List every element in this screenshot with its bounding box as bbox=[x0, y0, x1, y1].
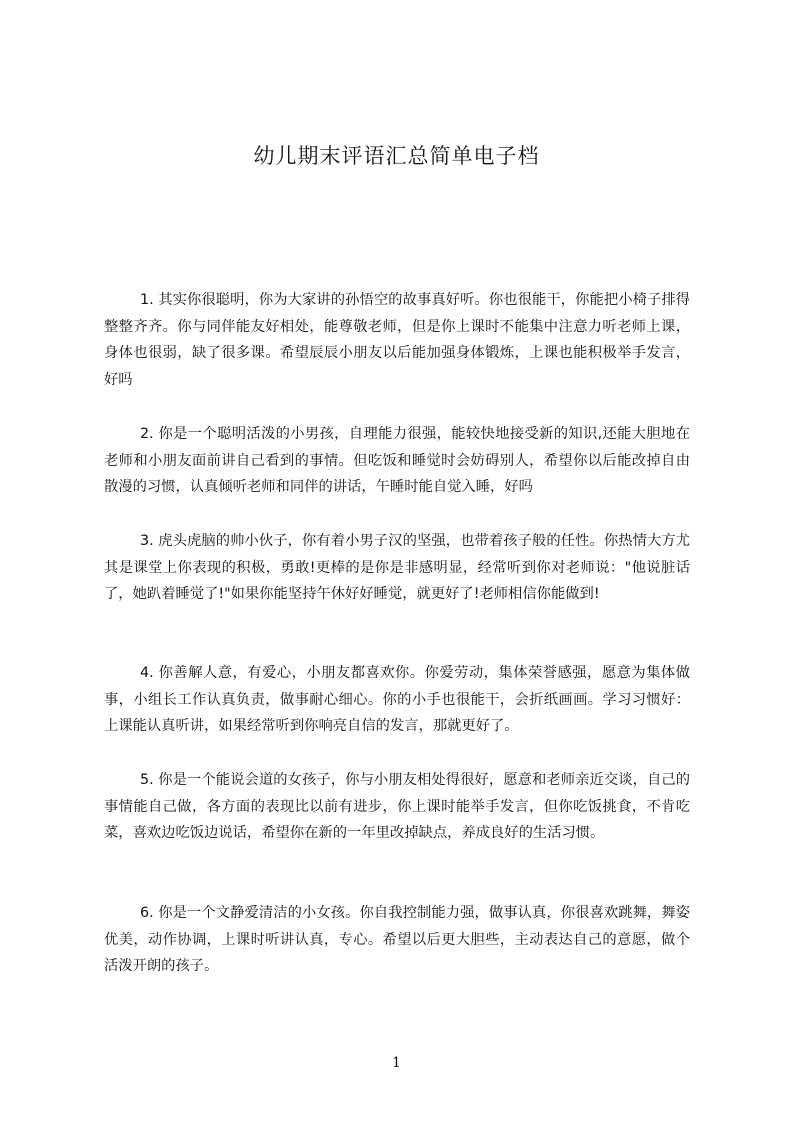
comment-paragraph-4: 4. 你善解人意，有爱心，小朋友都喜欢你。你爱劳动，集体荣誉感强，愿意为集体做事，小组长工作认真负责，做事耐心细心。你的小手也很能干，会折纸画画。学习习惯好：上课能认真听讲，如果经常听到你响亮自信的发言，那就更好了。 bbox=[104, 665, 690, 734]
page-number: 1 bbox=[392, 1055, 401, 1071]
comment-paragraph-2: 2. 你是一个聪明活泼的小男孩，自理能力很强，能较快地接受新的知识,还能大胆地在老师和小朋友面前讲自己看到的事情。但吃饭和睡觉时会妨碍别人，希望你以后能改掉自由散漫的习惯，认真倾听老师和同伴的讲话，午睡时能自觉入睡，好吗 bbox=[104, 426, 690, 495]
comment-paragraph-6: 6. 你是一个文静爱清洁的小女孩。你自我控制能力强，做事认真，你很喜欢跳舞，舞姿优美，动作协调，上课时听讲认真，专心。希望以后更大胆些，主动表达自己的意愿，做个活泼开朗的孩子。 bbox=[104, 905, 690, 974]
comment-paragraph-3: 3. 虎头虎脑的帅小伙子，你有着小男子汉的坚强，也带着孩子般的任性。你热情大方尤其是课堂上你表现的积极，勇敢!更棒的是你是非感明显，经常听到你对老师说："他说脏话了，她趴着睡觉了!"如果你能坚持午休好好睡觉，就更好了!老师相信你能做到! bbox=[104, 533, 690, 602]
comment-paragraph-1: 1. 其实你很聪明，你为大家讲的孙悟空的故事真好听。你也很能干，你能把小椅子排得整整齐齐。你与同伴能友好相处，能尊敬老师，但是你上课时不能集中注意力听老师上课，身体也很弱，缺了很多课。希望辰辰小朋友以后能加强身体锻炼，上课也能积极举手发言，好吗 bbox=[104, 292, 690, 388]
document-title: 幼儿期末评语汇总简单电子档 bbox=[253, 144, 540, 168]
comment-paragraph-5: 5. 你是一个能说会道的女孩子，你与小朋友相处得很好，愿意和老师亲近交谈，自己的事情能自己做，各方面的表现比以前有进步，你上课时能举手发言，但你吃饭挑食，不肯吃菜，喜欢边吃饭边说话，希望你在新的一年里改掉缺点，养成良好的生活习惯。 bbox=[104, 772, 690, 841]
